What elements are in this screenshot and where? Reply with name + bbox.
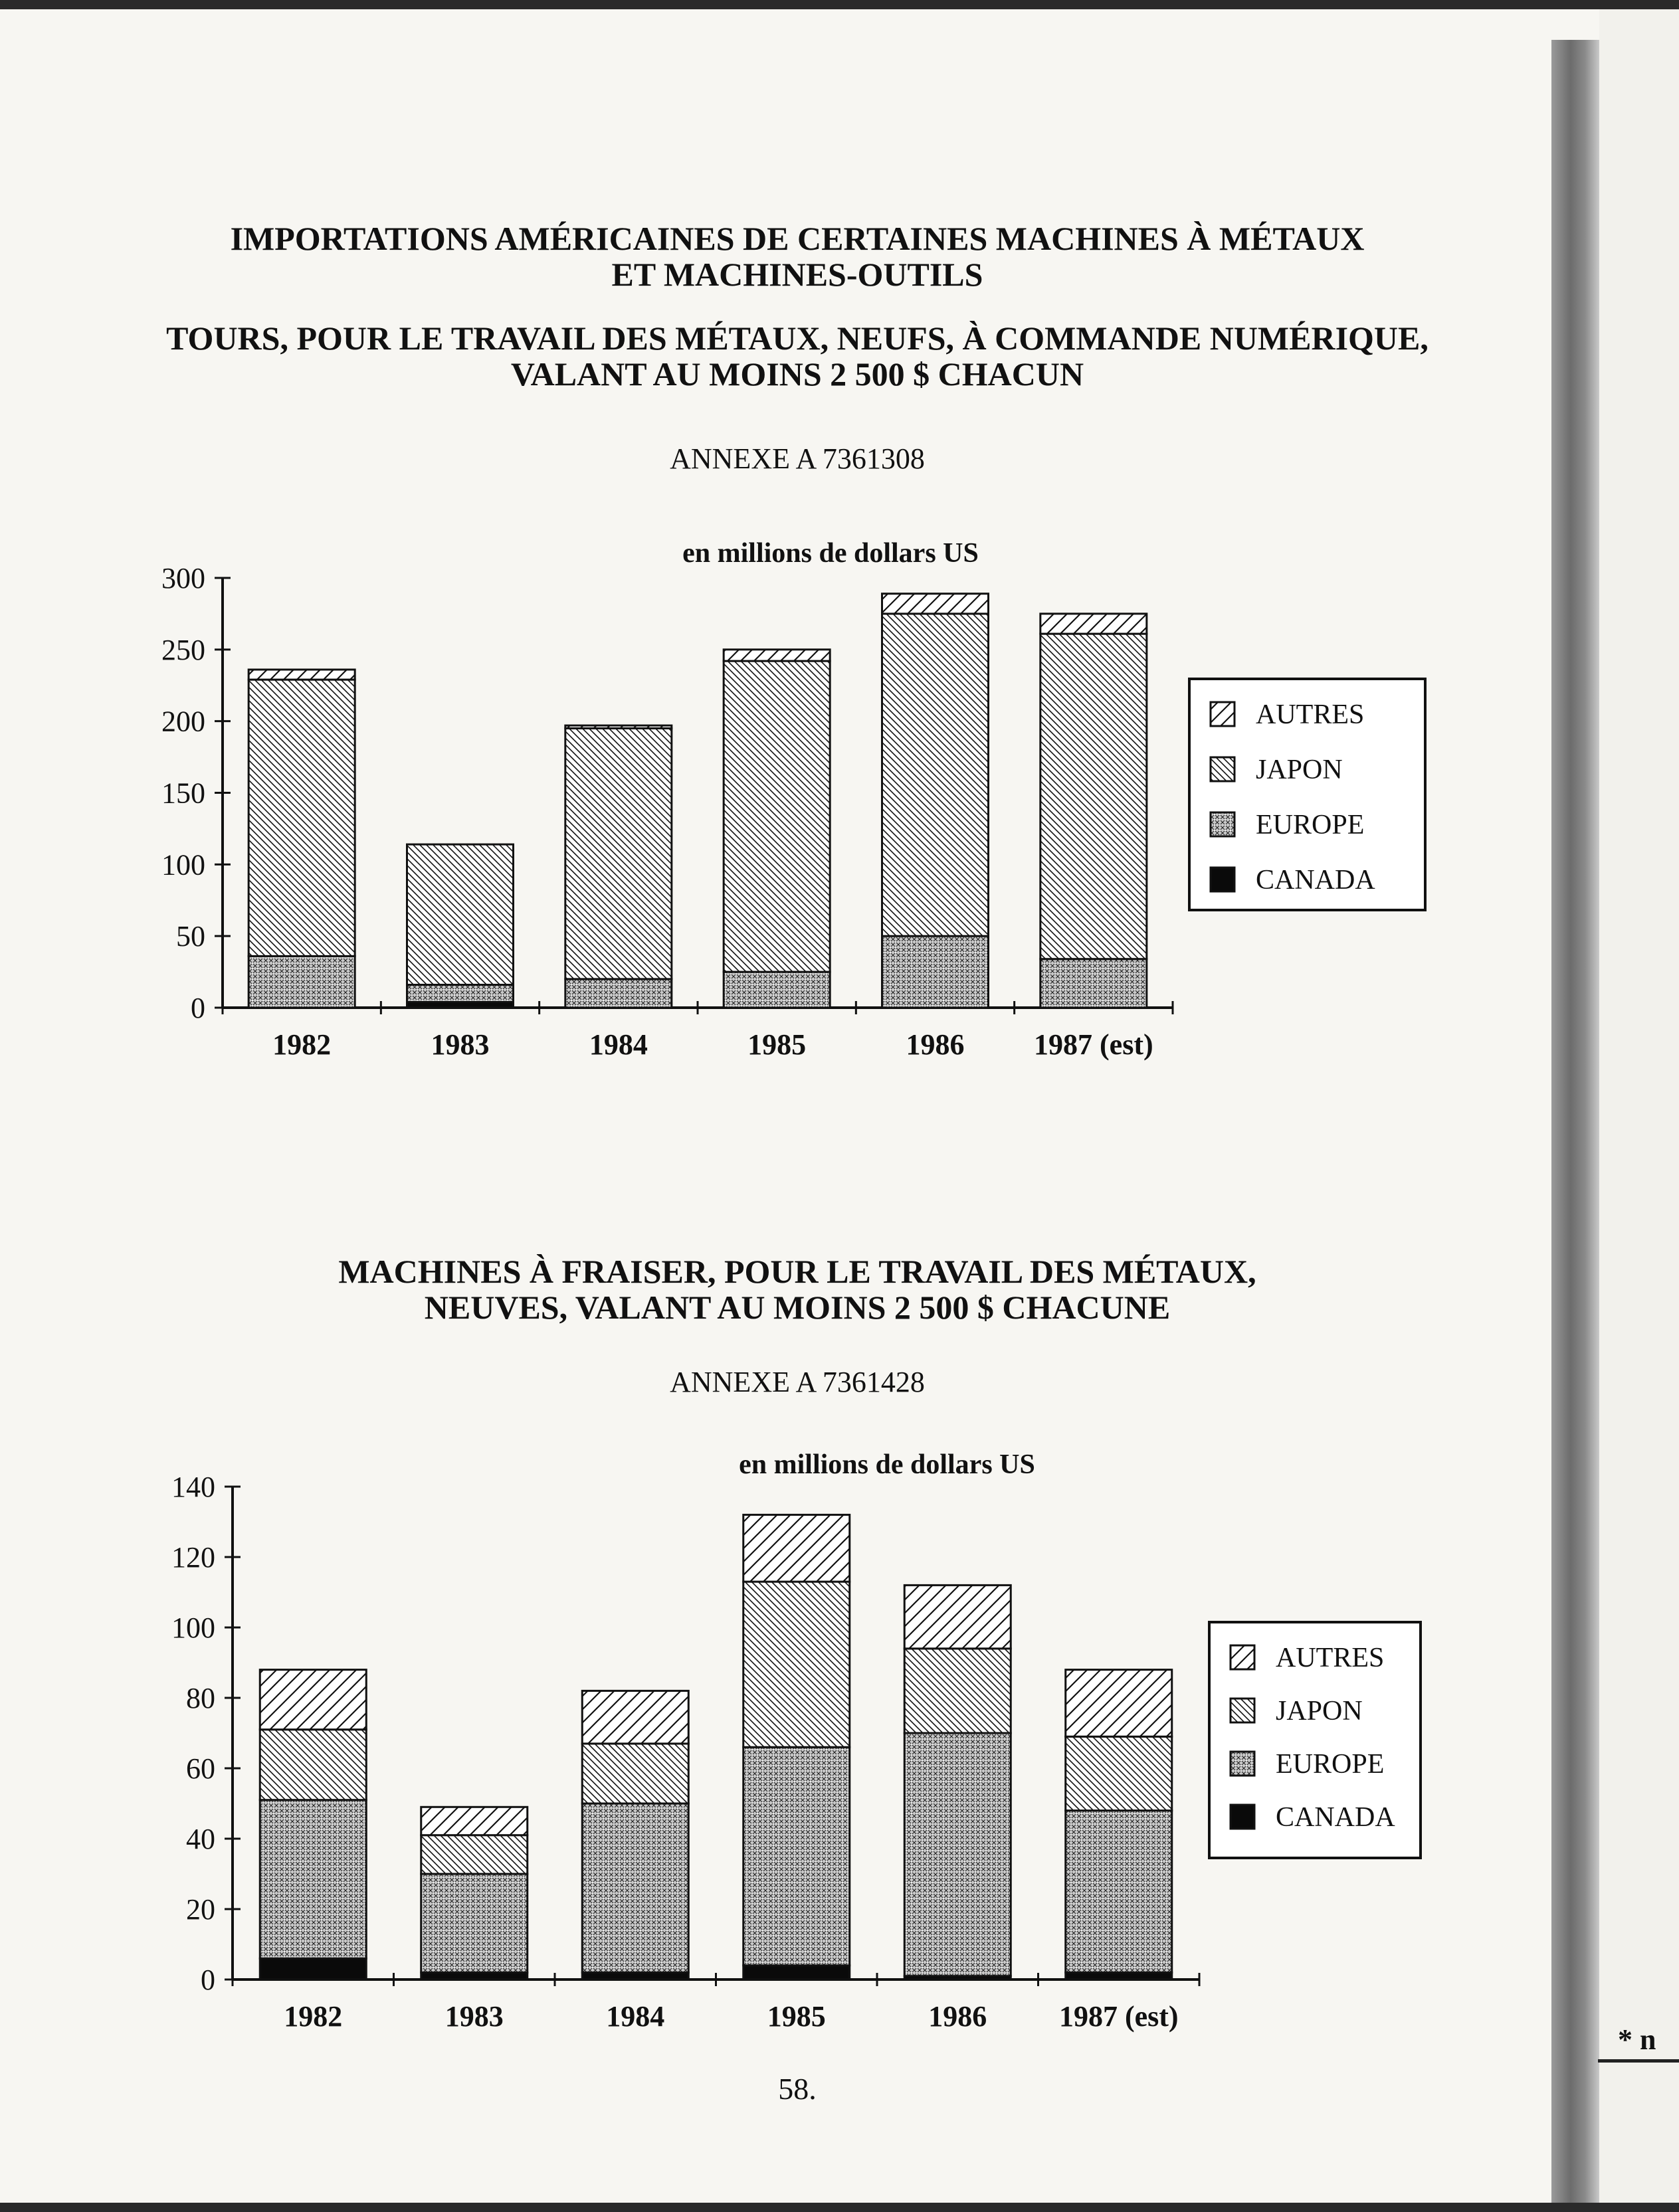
bar-japon-1984	[582, 1744, 688, 1803]
x-tick-label: 1985	[747, 1028, 807, 1061]
chart-milling-machines	[0, 1428, 1528, 2039]
bar-autres-1984	[582, 1691, 688, 1744]
x-tick-label: 1986	[906, 1028, 965, 1061]
bar-japon-1982	[248, 680, 355, 956]
legend-swatch-japon	[1231, 1699, 1254, 1722]
bar-japon-1985	[724, 661, 830, 972]
legend-label-japon: JAPON	[1256, 755, 1343, 785]
bar-japon-1984	[565, 728, 672, 978]
scan-border-bottom	[0, 2203, 1679, 2212]
x-tick-label: 1984	[606, 2000, 665, 2033]
x-tick-label: 1983	[431, 1028, 490, 1061]
chart2-annex-label: ANNEXE A 7361428	[670, 1366, 925, 1398]
bar-autres-1982	[260, 1670, 366, 1730]
bar-europe-1982	[248, 956, 355, 1008]
legend-label-europe: EUROPE	[1276, 1749, 1385, 1780]
bar-autres-1985	[743, 1515, 850, 1582]
bar-canada-1987-est	[1066, 1972, 1172, 1980]
x-tick-label: 1987 (est)	[1058, 2000, 1179, 2033]
bar-europe-1986	[882, 936, 989, 1008]
bar-europe-1987-est	[1040, 959, 1147, 1008]
y-tick-label: 120	[171, 1541, 215, 1574]
bar-europe-1982	[260, 1800, 366, 1959]
bar-autres-1983	[421, 1807, 528, 1835]
bar-autres-1986	[904, 1585, 1011, 1648]
chart-lathes	[0, 525, 1528, 1103]
chart2-unit-label: en millions de dollars US	[739, 1449, 1035, 1480]
bar-europe-1984	[582, 1803, 688, 1972]
y-tick-label: 150	[161, 777, 205, 810]
y-tick-label: 100	[171, 1612, 215, 1644]
legend-swatch-europe	[1231, 1752, 1254, 1776]
bar-autres-1982	[248, 670, 355, 680]
legend-label-canada: CANADA	[1276, 1802, 1395, 1833]
bar-europe-1985	[743, 1747, 850, 1966]
x-tick-label: 1986	[928, 2000, 987, 2033]
bar-japon-1986	[882, 614, 989, 936]
bar-japon-1983	[421, 1835, 528, 1874]
main-title-line-1: IMPORTATIONS AMÉRICAINES DE CERTAINES MACHINES À MÉTAUX	[230, 220, 1365, 257]
bar-canada-1982	[260, 1958, 366, 1980]
y-tick-label: 140	[171, 1471, 215, 1503]
bar-japon-1986	[904, 1649, 1011, 1733]
legend-swatch-europe	[1211, 812, 1235, 836]
y-tick-label: 0	[191, 992, 205, 1024]
facing-page-rule	[1598, 2059, 1679, 2063]
y-tick-label: 250	[161, 633, 205, 666]
facing-page-edge	[1599, 9, 1679, 2203]
x-tick-label: 1987 (est)	[1034, 1028, 1153, 1061]
bar-europe-1983	[421, 1874, 528, 1972]
bar-japon-1982	[260, 1730, 366, 1800]
bar-canada-1983	[421, 1972, 528, 1980]
bar-europe-1983	[407, 984, 514, 1002]
legend-swatch-canada	[1211, 868, 1235, 891]
x-tick-label: 1982	[272, 1028, 332, 1061]
bar-japon-1983	[407, 844, 514, 984]
y-tick-label: 20	[186, 1893, 215, 1926]
x-tick-label: 1983	[444, 2000, 504, 2033]
bar-canada-1984	[582, 1972, 688, 1980]
legend-label-autres: AUTRES	[1276, 1643, 1385, 1673]
legend-label-japon: JAPON	[1276, 1696, 1363, 1726]
chart1-unit-label: en millions de dollars US	[682, 538, 979, 569]
y-tick-label: 100	[161, 848, 205, 881]
x-tick-label: 1985	[767, 2000, 826, 2033]
legend-label-autres: AUTRES	[1256, 699, 1365, 730]
y-tick-label: 0	[201, 1964, 215, 1996]
y-tick-label: 300	[161, 562, 205, 595]
y-tick-label: 60	[186, 1752, 215, 1785]
bar-canada-1985	[743, 1966, 850, 1980]
bar-europe-1986	[904, 1733, 1011, 1976]
y-tick-label: 40	[186, 1823, 215, 1855]
y-tick-label: 200	[161, 705, 205, 738]
bar-europe-1987-est	[1066, 1811, 1172, 1973]
bar-japon-1987-est	[1066, 1736, 1172, 1810]
legend-swatch-canada	[1231, 1805, 1254, 1829]
chart1-annex-label: ANNEXE A 7361308	[670, 442, 925, 475]
bar-japon-1987-est	[1040, 634, 1147, 959]
chart2-title-line-2: NEUVES, VALANT AU MOINS 2 500 $ CHACUNE	[424, 1289, 1171, 1326]
main-title-line-2: ET MACHINES-OUTILS	[611, 256, 983, 293]
legend-label-canada: CANADA	[1256, 865, 1375, 895]
page-number: 58.	[778, 2072, 817, 2106]
chart1-title-line-1: TOURS, POUR LE TRAVAIL DES MÉTAUX, NEUFS, À COMMANDE NUMÉRIQUE,	[166, 320, 1429, 357]
legend-swatch-autres	[1231, 1645, 1254, 1669]
legend-label-europe: EUROPE	[1256, 810, 1365, 840]
bar-autres-1987-est	[1066, 1670, 1172, 1737]
chart1-title-line-2: VALANT AU MOINS 2 500 $ CHACUN	[510, 355, 1084, 393]
scan-border-top	[0, 0, 1679, 9]
legend-swatch-japon	[1211, 757, 1235, 781]
legend-swatch-autres	[1211, 702, 1235, 726]
bar-europe-1985	[724, 972, 830, 1008]
bar-autres-1986	[882, 594, 989, 614]
bar-autres-1985	[724, 650, 830, 661]
bar-japon-1985	[743, 1582, 850, 1747]
facing-page-fragment: * n	[1618, 2023, 1656, 2056]
x-tick-label: 1984	[589, 1028, 648, 1061]
y-tick-label: 80	[186, 1682, 215, 1714]
x-tick-label: 1982	[284, 2000, 343, 2033]
chart2-title-line-1: MACHINES À FRAISER, POUR LE TRAVAIL DES MÉTAUX,	[338, 1253, 1256, 1290]
y-tick-label: 50	[176, 920, 205, 953]
bar-autres-1987-est	[1040, 614, 1147, 634]
bar-autres-1984	[565, 725, 672, 728]
bar-europe-1984	[565, 979, 672, 1008]
